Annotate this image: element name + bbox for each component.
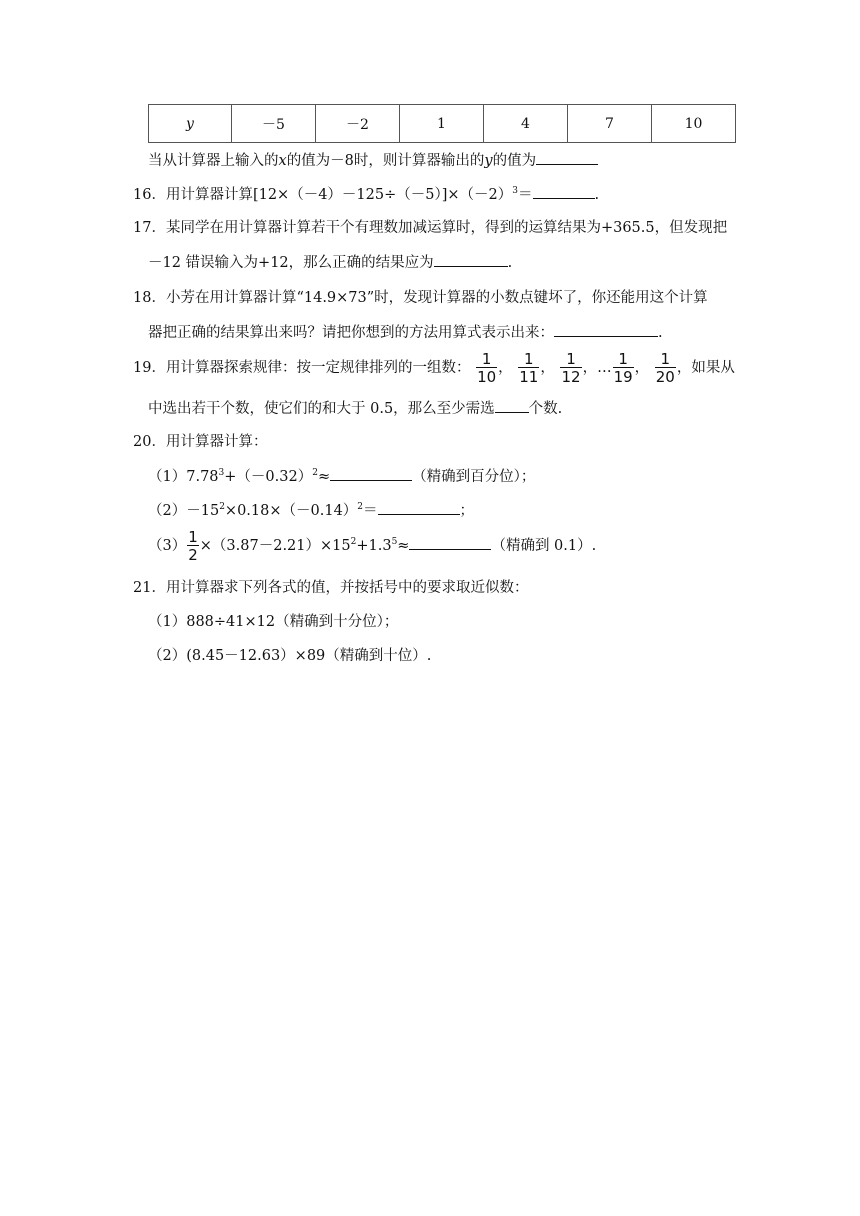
fraction: $\frac{1}{20}$ [655, 350, 675, 386]
fraction: $\frac{1}{11}$ [519, 350, 539, 386]
table-row-label: y [149, 105, 232, 143]
question-number: 16． [133, 187, 166, 203]
fraction: $\frac{1}{10}$ [477, 350, 497, 386]
table-row [149, 105, 736, 143]
answer-blank[interactable] [495, 398, 529, 413]
table-cell: 1 [400, 105, 484, 143]
answer-blank[interactable] [409, 535, 491, 550]
q15-tail-line: 当从计算器上输入的x的值为－8时，则计算器输出的y的值为 [148, 150, 598, 171]
table-cell: 10 [652, 105, 736, 143]
y-value-table [148, 104, 736, 143]
table-cell: 7 [568, 105, 652, 143]
table-cell: －2 [316, 105, 400, 143]
question-21-part-1: （1）888÷41×12（精确到十分位）； [148, 614, 399, 630]
table-cell: 4 [484, 105, 568, 143]
question-20-part-1: $(1)7.78^3+(-0.32)^2\approx$ （精确到百分位）； [148, 468, 536, 485]
question-number: 19． [133, 360, 166, 376]
answer-blank[interactable] [536, 150, 598, 165]
question-21-part-2: （2）(8.45－12.63）×89（精确到十位）. [148, 648, 432, 664]
question-18-line-2: 器把正确的结果算出来吗？请把你想到的方法用算式表示出来： . [148, 322, 663, 343]
question-19-line-1: 19．用计算器探索规律：按一定规律排列的一组数： $\frac{1}{10}$ ， $\frac{1}{11}$ ， $\frac{1}{12}$ ，… $\frac{1}{19}$ ， $\frac{1}{20}$ ，如果从 [133, 350, 735, 386]
answer-blank[interactable] [378, 500, 460, 515]
question-16: 16．用计算器计算$[12\times(-4)-125\div(-5)]\times(-2)^3=$ . [133, 186, 600, 203]
answer-blank[interactable] [554, 322, 658, 337]
question-17-line-1: 17．某同学在用计算器计算若干个有理数加减运算时，得到的运算结果为+365.5，但发现把 [133, 220, 728, 236]
question-17-line-2: －12 错误输入为+12，那么正确的结果应为 . [148, 252, 512, 273]
table-cell: －5 [232, 105, 316, 143]
answer-blank[interactable] [330, 466, 412, 481]
question-number: 17． [133, 220, 166, 236]
fraction: $\frac{1}{2}$ [188, 528, 198, 564]
question-21-title: 21．用计算器求下列各式的值，并按括号中的要求取近似数： [133, 580, 529, 596]
answer-blank[interactable] [533, 184, 595, 199]
question-20-part-2: $(2)-15^2\times 0.18\times(-0.14)^2=$ ； [148, 502, 475, 519]
question-number: 20． [133, 434, 166, 450]
question-18-line-1: 18．小芳在用计算器计算“14.9×73”时，发现计算器的小数点键坏了，你还能用这个计算 [133, 290, 708, 306]
question-20-part-3: （3） $\frac{1}{2}$ $\times(3.87-2.21)\times 15^2+1.3^5\approx$ （精确到 0.1）. [148, 528, 597, 564]
question-19-line-2: 中选出若干个数，使它们的和大于 0.5，那么至少需选 个数. [148, 398, 562, 419]
fraction: $\frac{1}{12}$ [561, 350, 581, 386]
question-20-title: 20．用计算器计算： [133, 434, 268, 450]
fraction: $\frac{1}{19}$ [613, 350, 633, 386]
question-number: 18． [133, 290, 166, 306]
question-number: 21． [133, 580, 166, 596]
answer-blank[interactable] [434, 252, 508, 267]
